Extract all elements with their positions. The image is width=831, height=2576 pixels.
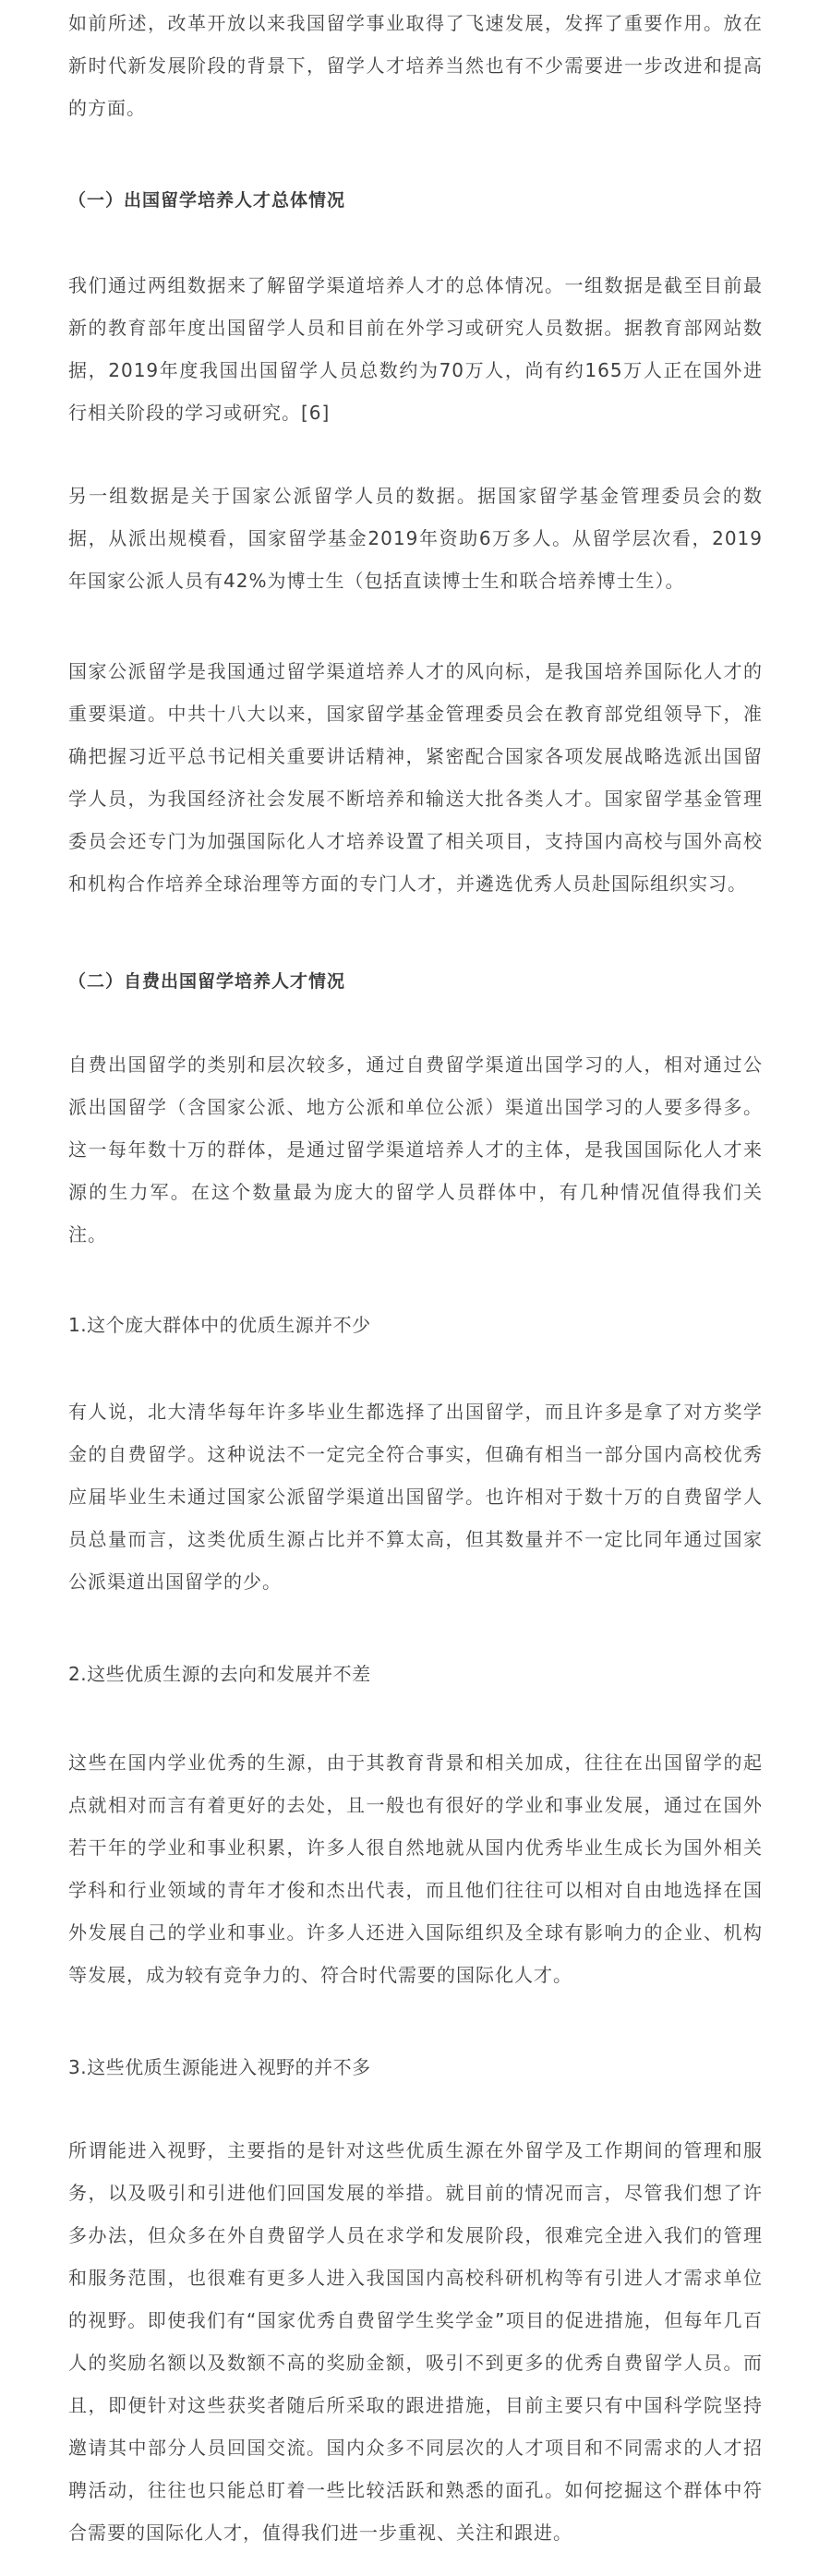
- subheading-destination-development: 2.这些优质生源的去向和发展并不差: [68, 1663, 371, 1685]
- paragraph-quality-sources: 有人说，北大清华每年许多毕业生都选择了出国留学，而且许多是拿了对方奖学金的自费留学。这种说法不一定完全符合事实，但确有相当一部分国内高校优秀应届毕业生未通过国家公派留学渠道出国留学。也许相对于数十万的自费留学人员总量而言，这类优质生源占比并不算太高，但其数量并不一定比同年通过国家公派渠道出国留学的少。: [68, 1401, 763, 1593]
- subheading-into-view: 3.这些优质生源能进入视野的并不多: [68, 2056, 371, 2078]
- paragraph-state-sponsored-role: 国家公派留学是我国通过留学渠道培养人才的风向标，是我国培养国际化人才的重要渠道。中共十八大以来，国家留学基金管理委员会在教育部党组领导下，准确把握习近平总书记相关重要讲话精神，紧密配合国家各项发展战略选派出国留学人员，为我国经济社会发展不断培养和输送大批各类人才。国家留学基金管理委员会还专门为加强国际化人才培养设置了相关项目，支持国内高校与国外高校和机构合作培养全球治理等方面的专门人才，并遴选优秀人员赴国际组织实习。: [68, 660, 763, 895]
- paragraph-self-funded-intro: 自费出国留学的类别和层次较多，通过自费留学渠道出国学习的人，相对通过公派出国留学（含国家公派、地方公派和单位公派）渠道出国学习的人要多得多。这一每年数十万的群体，是通过留学渠道培养人才的主体，是我国国际化人才来源的生力军。在这个数量最为庞大的留学人员群体中，有几种情况值得我们关注。: [68, 1053, 763, 1246]
- paragraph-overall-data: 我们通过两组数据来了解留学渠道培养人才的总体情况。一组数据是截至目前最新的教育部年度出国留学人员和目前在外学习或研究人员数据。据教育部网站数据，2019年度我国出国留学人员总数约为70万人，尚有约165万人正在国外进行相关阶段的学习或研究。[6]: [68, 274, 763, 424]
- paragraph-destination-development: 这些在国内学业优秀的生源，由于其教育背景和相关加成，往往在出国留学的起点就相对而言有着更好的去处，且一般也有很好的学业和事业发展，通过在国外若干年的学业和事业积累，许多人很自然地就从国内优秀毕业生成长为国外相关学科和行业领域的青年才俊和杰出代表，而且他们往往可以相对自由地选择在国外发展自己的学业和事业。许多人还进入国际组织及全球有影响力的企业、机构等发展，成为较有竞争力的、符合时代需要的国际化人才。: [68, 1751, 763, 1986]
- intro-paragraph: 如前所述，改革开放以来我国留学事业取得了飞速发展，发挥了重要作用。放在新时代新发展阶段的背景下，留学人才培养当然也有不少需要进一步改进和提高的方面。: [68, 12, 763, 119]
- paragraph-into-view: 所谓能进入视野，主要指的是针对这些优质生源在外留学及工作期间的管理和服务，以及吸引和引进他们回国发展的举措。就目前的情况而言，尽管我们想了许多办法，但众多在外自费留学人员在求学和发展阶段，很难完全进入我们的管理和服务范围，也很难有更多人进入我国国内高校科研机构等有引进人才需求单位的视野。即使我们有“国家优秀自费留学生奖学金”项目的促进措施，但每年几百人的奖励名额以及数额不高的奖励金额，吸引不到更多的优秀自费留学人员。而且，即便针对这些获奖者随后所采取的跟进措施，目前主要只有中国科学院坚持邀请其中部分人员回国交流。国内众多不同层次的人才项目和不同需求的人才招聘活动，往往也只能总盯着一些比较活跃和熟悉的面孔。如何挖掘这个群体中符合需要的国际化人才，值得我们进一步重视、关注和跟进。: [68, 2139, 763, 2544]
- section-heading-overall: （一）出国留学培养人才总体情况: [68, 190, 346, 211]
- subheading-quality-sources: 1.这个庞大群体中的优质生源并不少: [68, 1314, 371, 1336]
- section-heading-self-funded: （二）自费出国留学培养人才情况: [68, 971, 346, 992]
- paragraph-state-sponsored-data: 另一组数据是关于国家公派留学人员的数据。据国家留学基金管理委员会的数据，从派出规模看，国家留学基金2019年资助6万多人。从留学层次看，2019年国家公派人员有42%为博士生（包括直读博士生和联合培养博士生）。: [68, 485, 763, 592]
